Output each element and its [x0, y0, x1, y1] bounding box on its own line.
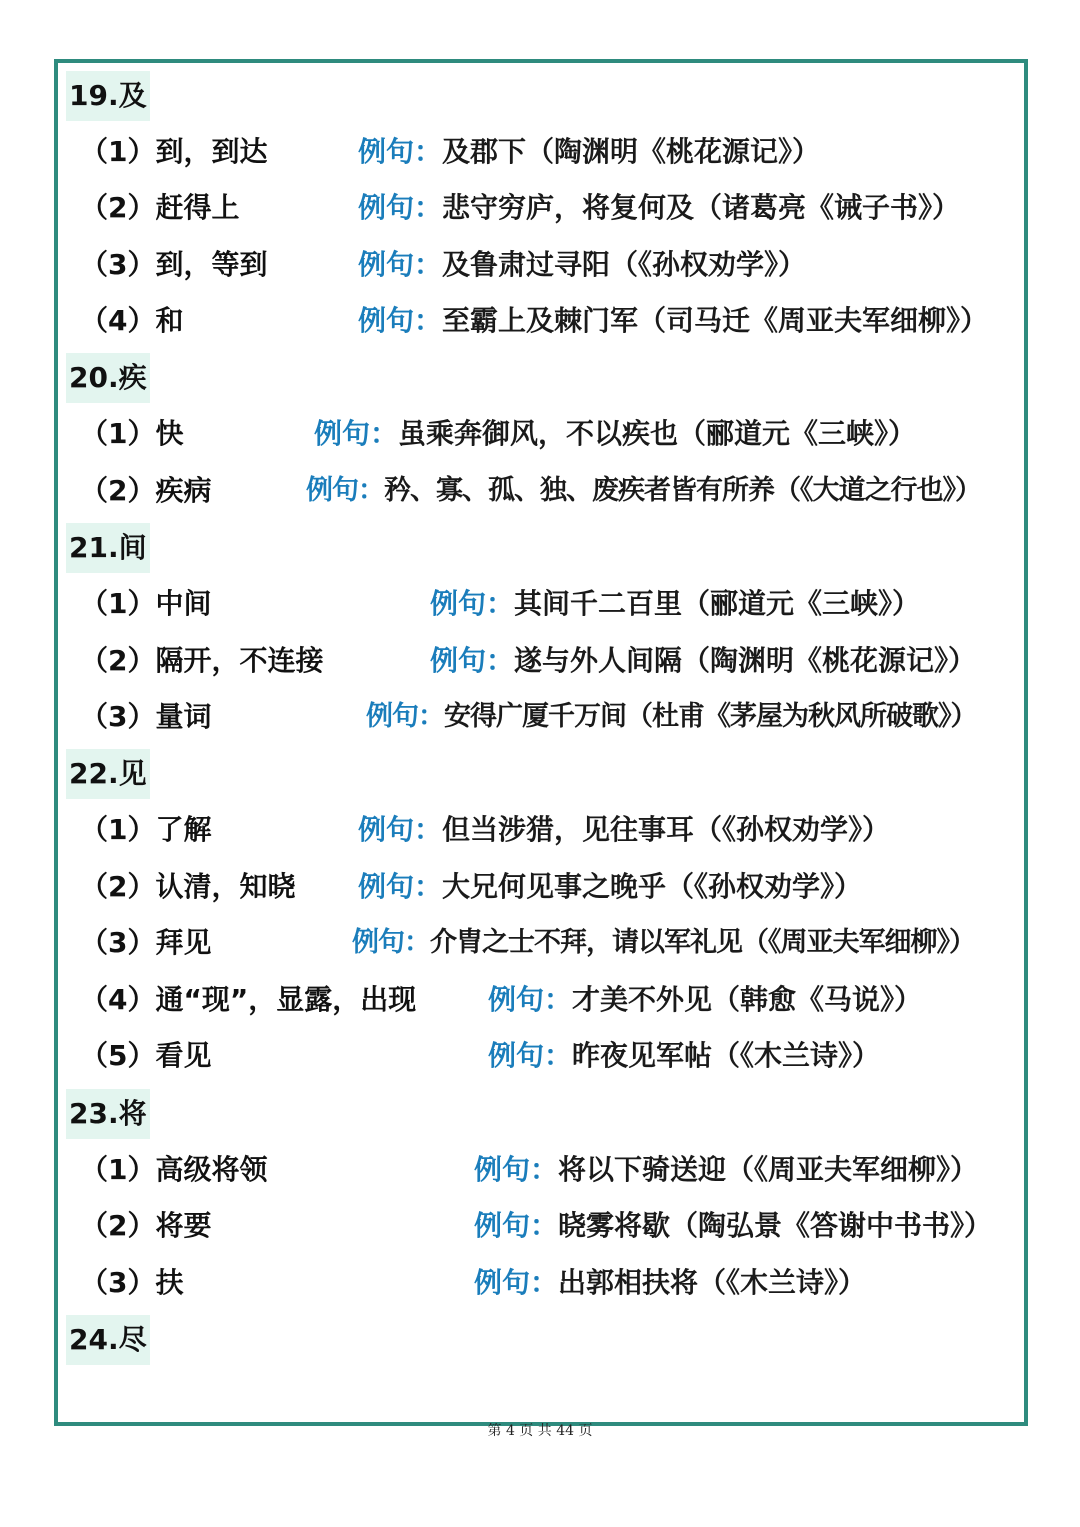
- example-sentence: [474, 1263, 866, 1303]
- example-sentence: [352, 923, 975, 963]
- section-heading: 21.间: [66, 523, 150, 573]
- example-text: 将以下骑送迎（《周亚夫军细柳》）: [558, 1153, 979, 1186]
- example-label: 例句：: [352, 927, 430, 958]
- section-heading: 20.疾: [66, 353, 150, 403]
- example-sentence: [488, 980, 922, 1020]
- sense-text: （1）了解: [80, 813, 212, 846]
- example-text: 遂与外人间隔（陶渊明《桃花源记》）: [514, 644, 977, 677]
- example-sentence: [430, 584, 920, 624]
- section-heading: 19.及: [66, 71, 150, 121]
- example-label: 例句：: [358, 191, 443, 224]
- example-sentence: [358, 301, 988, 341]
- example-sentence: [366, 697, 977, 737]
- section-heading: 23.将: [66, 1089, 150, 1139]
- example-text: 介胄之士不拜，请以军礼见（《周亚夫军细柳》）: [430, 927, 975, 958]
- section-heading: 22.见: [66, 749, 150, 799]
- example-label: 例句：: [488, 1039, 573, 1072]
- example-label: 例句：: [358, 870, 443, 903]
- page-footer: 第 4 页 共 44 页: [487, 1423, 593, 1439]
- example-text: 出郭相扶将（《木兰诗》）: [558, 1266, 867, 1299]
- sense-text: （2）将要: [80, 1209, 212, 1242]
- example-text: 其间千二百里（郦道元《三峡》）: [514, 587, 921, 620]
- example-label: 例句：: [366, 701, 444, 732]
- sense-text: （4）和: [80, 304, 184, 337]
- example-sentence: [358, 867, 862, 907]
- example-sentence: [358, 188, 960, 228]
- example-sentence: [314, 414, 916, 454]
- sense-text: （1）高级将领: [80, 1153, 268, 1186]
- sense-text: （3）量词: [80, 700, 212, 733]
- example-label: 例句：: [358, 135, 443, 168]
- sense-text: （1）快: [80, 417, 184, 450]
- example-text: 晓雾将歇（陶弘景《答谢中书书》）: [558, 1209, 993, 1242]
- sense-text: （1）到，到达: [80, 135, 268, 168]
- example-text: 昨夜见军帖（《木兰诗》）: [572, 1039, 881, 1072]
- example-sentence: [474, 1206, 992, 1246]
- sense-text: （2）认清，知晓: [80, 870, 296, 903]
- example-text: 安得广厦千万间（杜甫《茅屋为秋风所破歌》）: [444, 701, 977, 732]
- example-text: 至霸上及棘门军（司马迁《周亚夫军细柳》）: [442, 304, 989, 337]
- example-label: 例句：: [488, 983, 573, 1016]
- section-heading: 24.尽: [66, 1315, 150, 1365]
- sense-text: （2）疾病: [80, 474, 212, 507]
- example-label: 例句：: [358, 304, 443, 337]
- example-sentence: [358, 132, 820, 172]
- sense-text: （2）隔开，不连接: [80, 644, 324, 677]
- example-text: 大兄何见事之晚乎（《孙权劝学》）: [442, 870, 863, 903]
- example-text: 矜、寡、孤、独、废疾者皆有所养（《大道之行也》）: [384, 475, 981, 506]
- example-label: 例句：: [430, 587, 515, 620]
- sense-text: （5）看见: [80, 1039, 212, 1072]
- example-sentence: [358, 245, 806, 285]
- example-text: 及鲁肃过寻阳（《孙权劝学》）: [442, 248, 807, 281]
- example-text: 但当涉猎，见往事耳（《孙权劝学》）: [442, 813, 891, 846]
- example-sentence: [306, 471, 981, 511]
- example-text: 才美不外见（韩愈《马说》）: [572, 983, 923, 1016]
- sense-text: （3）到，等到: [80, 248, 268, 281]
- sense-text: （4）通“现”，显露，出现: [80, 983, 417, 1016]
- example-label: 例句：: [474, 1153, 559, 1186]
- example-text: 悲守穷庐，将复何及（诸葛亮《诫子书》）: [442, 191, 961, 224]
- example-sentence: [474, 1150, 978, 1190]
- sense-text: （2）赶得上: [80, 191, 240, 224]
- example-label: 例句：: [306, 475, 384, 506]
- example-text: 虽乘奔御风，不以疾也（郦道元《三峡》）: [398, 417, 917, 450]
- sense-text: （3）扶: [80, 1266, 184, 1299]
- example-label: 例句：: [474, 1209, 559, 1242]
- example-sentence: [488, 1036, 880, 1076]
- example-label: 例句：: [358, 813, 443, 846]
- example-label: 例句：: [314, 417, 399, 450]
- example-text: 及郡下（陶渊明《桃花源记》）: [442, 135, 821, 168]
- example-sentence: [430, 641, 976, 681]
- sense-text: （3）拜见: [80, 926, 212, 959]
- example-sentence: [358, 810, 890, 850]
- example-label: 例句：: [474, 1266, 559, 1299]
- example-label: 例句：: [430, 644, 515, 677]
- sense-text: （1）中间: [80, 587, 212, 620]
- example-label: 例句：: [358, 248, 443, 281]
